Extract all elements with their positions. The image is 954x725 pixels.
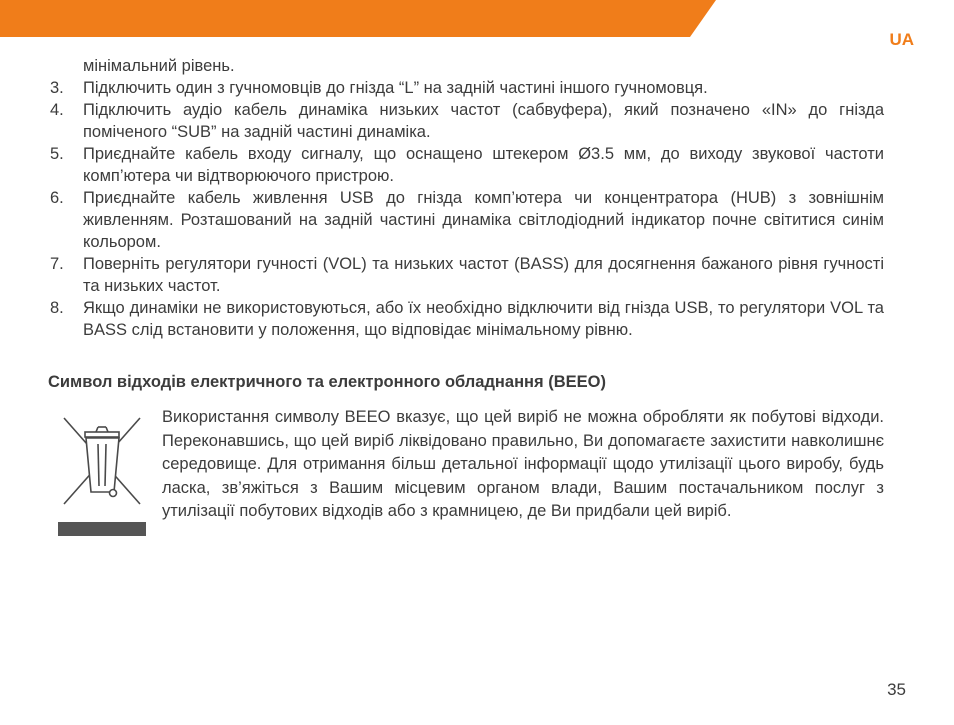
list-item-number: 5. — [50, 145, 64, 163]
list-item — [48, 187, 884, 253]
list-item-number: 4. — [50, 101, 64, 119]
weee-section-title: Символ відходів електричного та електронного обладнання (BEEO) — [48, 373, 606, 391]
list-item-continuation — [48, 55, 884, 77]
list-item-number: 8. — [50, 299, 64, 317]
list-item — [48, 77, 884, 99]
page-content — [48, 55, 884, 546]
weee-description: Використання символу BEEO вказує, що цей виріб не можна обробляти як побутові відходи. Переконавшись, що цей виріб ліквідовано правильно, Ви допомагаєте захистити навколишнє середовище. Для отримання більш детальної інформації щодо утилізації цього виробу, будь ласка, зв’яжіться з Вашим місцевим органом влади, Вашим постачальником послуг з утилізації побутових відходів або з крамницею, де Ви придбали цей виріб. — [162, 408, 884, 520]
list-item-number: 6. — [50, 189, 64, 207]
crossed-out-wheelie-bin-icon — [58, 410, 146, 536]
weee-section — [48, 406, 884, 546]
list-item-number: 3. — [50, 79, 64, 97]
header-accent-band — [0, 0, 954, 40]
list-item — [48, 297, 884, 341]
page-number: 35 — [887, 680, 906, 699]
language-code: UA — [889, 30, 914, 49]
list-item-text: Поверніть регулятори гучності (VOL) та низьких частот (BASS) для досягнення бажаного рівня гучності та низьких частот. — [83, 255, 884, 295]
list-item-text: Підключить один з гучномовців до гнізда “L” на задній частині іншого гучномовця. — [83, 79, 708, 97]
list-item-text: Приєднайте кабель живлення USB до гнізда комп’ютера чи концентратора (HUB) з зовнішнім живленням. Розташований на задній частині динаміка світлодіодний індикатор почне світитися синім кольором. — [83, 189, 884, 251]
list-item — [48, 99, 884, 143]
list-item-text: мінімальний рівень. — [83, 57, 235, 75]
list-item-number: 7. — [50, 255, 64, 273]
list-item-text: Приєднайте кабель входу сигналу, що оснащено штекером Ø3.5 мм, до виходу звукової частоти комп’ютера чи відтворюючого пристрою. — [83, 145, 884, 185]
list-item-text: Якщо динаміки не використовуються, або їх необхідно відключити від гнізда USB, то регулятори VOL та BASS слід встановити у положення, що відповідає мінімальному рівню. — [83, 299, 884, 339]
list-item — [48, 143, 884, 187]
list-item — [48, 253, 884, 297]
instruction-list — [48, 55, 884, 341]
list-item-text: Підключить аудіо кабель динаміка низьких частот (сабвуфера), який позначено «IN» до гнізда поміченого “SUB” на задній частині динаміка. — [83, 101, 884, 141]
